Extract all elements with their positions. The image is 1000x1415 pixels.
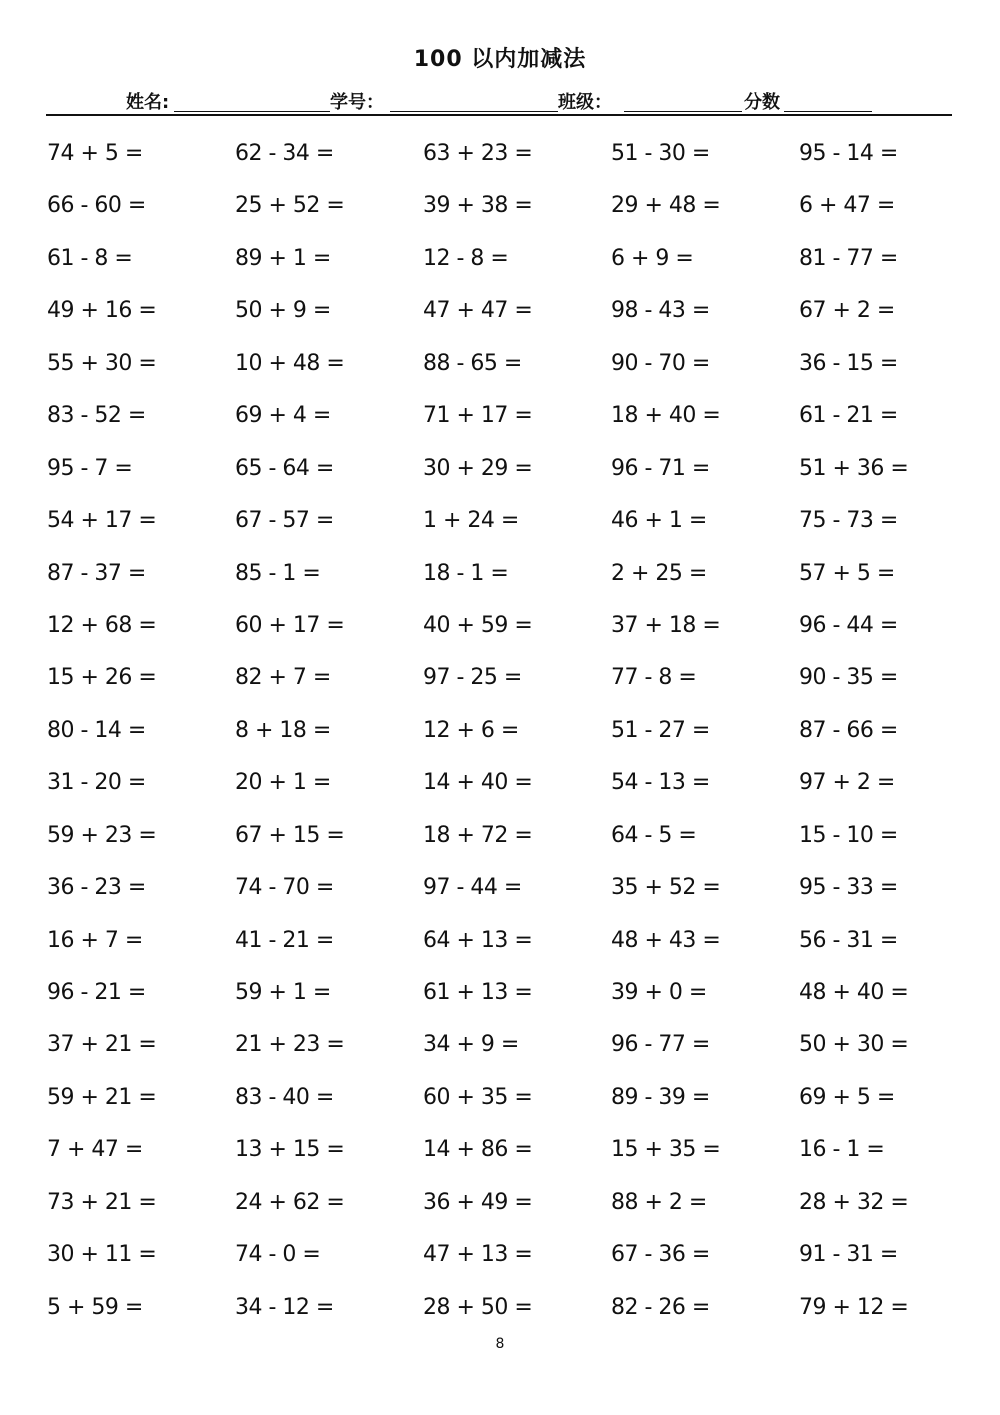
math-problem: 15 - 10 =: [799, 822, 898, 848]
math-problem: 37 + 18 =: [611, 612, 721, 638]
problem-row: [47, 291, 947, 343]
math-problem: 49 + 16 =: [47, 298, 157, 324]
math-problem: 16 - 1 =: [799, 1137, 885, 1163]
problem-row: [47, 396, 947, 448]
student-info-header: [46, 86, 952, 116]
math-problem: 31 - 20 =: [47, 770, 146, 796]
math-problem: 39 + 38 =: [423, 193, 533, 219]
math-problem: 60 + 35 =: [423, 1084, 533, 1110]
problem-row: [47, 658, 947, 710]
problem-row: [47, 1235, 947, 1287]
name-blank[interactable]: [174, 111, 330, 112]
problem-row: [47, 1183, 947, 1235]
math-problem: 74 - 70 =: [235, 875, 334, 901]
problem-row: [47, 186, 947, 238]
problem-row: [47, 711, 947, 763]
class-label: 班级：: [558, 92, 612, 113]
page-title: 100 以内加减法: [413, 47, 587, 72]
math-problem: 88 + 2 =: [611, 1189, 707, 1215]
math-problem: 36 - 15 =: [799, 350, 898, 376]
math-problem: 66 - 60 =: [47, 193, 146, 219]
math-problem: 71 + 17 =: [423, 403, 533, 429]
math-problem: 74 - 0 =: [235, 1242, 321, 1268]
problem-row: [47, 763, 947, 815]
math-problem: 82 - 26 =: [611, 1294, 710, 1320]
math-problem: 87 - 66 =: [799, 717, 898, 743]
math-problem: 85 - 1 =: [235, 560, 321, 586]
math-problem: 24 + 62 =: [235, 1189, 345, 1215]
math-problem: 15 + 35 =: [611, 1137, 721, 1163]
math-problem: 69 + 4 =: [235, 403, 331, 429]
math-problem: 88 - 65 =: [423, 350, 522, 376]
problem-row: [47, 239, 947, 291]
math-problem: 14 + 40 =: [423, 770, 533, 796]
math-problem: 96 - 71 =: [611, 455, 710, 481]
student-id-blank[interactable]: [390, 111, 558, 112]
problem-grid: [47, 134, 947, 1340]
math-problem: 83 - 52 =: [47, 403, 146, 429]
math-problem: 16 + 7 =: [47, 927, 143, 953]
problem-row: [47, 868, 947, 920]
problem-row: [47, 554, 947, 606]
math-problem: 98 - 43 =: [611, 298, 710, 324]
class-blank[interactable]: [624, 111, 742, 112]
math-problem: 51 + 36 =: [799, 455, 909, 481]
math-problem: 96 - 44 =: [799, 612, 898, 638]
math-problem: 20 + 1 =: [235, 770, 331, 796]
math-problem: 75 - 73 =: [799, 508, 898, 534]
math-problem: 34 + 9 =: [423, 1032, 519, 1058]
math-problem: 64 - 5 =: [611, 822, 697, 848]
math-problem: 97 + 2 =: [799, 770, 895, 796]
math-problem: 34 - 12 =: [235, 1294, 334, 1320]
math-problem: 37 + 21 =: [47, 1032, 157, 1058]
problem-row: [47, 1130, 947, 1182]
math-problem: 69 + 5 =: [799, 1084, 895, 1110]
math-problem: 5 + 59 =: [47, 1294, 143, 1320]
math-problem: 28 + 50 =: [423, 1294, 533, 1320]
math-problem: 81 - 77 =: [799, 245, 898, 271]
math-problem: 95 - 33 =: [799, 875, 898, 901]
math-problem: 13 + 15 =: [235, 1137, 345, 1163]
problem-row: [47, 134, 947, 186]
math-problem: 95 - 7 =: [47, 455, 133, 481]
math-problem: 2 + 25 =: [611, 560, 707, 586]
name-label: 姓名:: [126, 92, 170, 113]
math-problem: 91 - 31 =: [799, 1242, 898, 1268]
problem-row: [47, 921, 947, 973]
problem-row: [47, 501, 947, 553]
math-problem: 59 + 1 =: [235, 980, 331, 1005]
math-problem: 47 + 13 =: [423, 1242, 533, 1268]
math-problem: 47 + 47 =: [423, 298, 533, 324]
math-problem: 79 + 12 =: [799, 1294, 909, 1320]
math-problem: 97 - 44 =: [423, 875, 522, 901]
math-problem: 82 + 7 =: [235, 665, 331, 691]
math-problem: 96 - 21 =: [47, 980, 146, 1005]
math-problem: 67 - 57 =: [235, 508, 334, 534]
problem-row: [47, 816, 947, 868]
problem-row: [47, 344, 947, 396]
math-problem: 39 + 0 =: [611, 980, 707, 1005]
math-problem: 73 + 21 =: [47, 1189, 157, 1215]
math-problem: 51 - 30 =: [611, 141, 710, 166]
math-problem: 50 + 30 =: [799, 1032, 909, 1058]
math-problem: 36 + 49 =: [423, 1189, 533, 1215]
math-problem: 18 + 40 =: [611, 403, 721, 429]
math-problem: 60 + 17 =: [235, 612, 345, 638]
math-problem: 95 - 14 =: [799, 141, 898, 166]
math-problem: 14 + 86 =: [423, 1137, 533, 1163]
math-problem: 30 + 11 =: [47, 1242, 157, 1268]
math-problem: 64 + 13 =: [423, 927, 533, 953]
math-problem: 63 + 23 =: [423, 141, 533, 166]
math-problem: 10 + 48 =: [235, 350, 345, 376]
math-problem: 29 + 48 =: [611, 193, 721, 219]
math-problem: 61 + 13 =: [423, 980, 533, 1005]
math-problem: 40 + 59 =: [423, 612, 533, 638]
math-problem: 74 + 5 =: [47, 141, 143, 166]
math-problem: 62 - 34 =: [235, 141, 334, 166]
math-problem: 46 + 1 =: [611, 508, 707, 534]
math-problem: 35 + 52 =: [611, 875, 721, 901]
math-problem: 56 - 31 =: [799, 927, 898, 953]
math-problem: 65 - 64 =: [235, 455, 334, 481]
math-problem: 41 - 21 =: [235, 927, 334, 953]
math-problem: 55 + 30 =: [47, 350, 157, 376]
math-problem: 87 - 37 =: [47, 560, 146, 586]
page-number: 8: [495, 1336, 505, 1352]
math-problem: 96 - 77 =: [611, 1032, 710, 1058]
math-problem: 50 + 9 =: [235, 298, 331, 324]
problem-row: [47, 449, 947, 501]
math-problem: 25 + 52 =: [235, 193, 345, 219]
problem-row: [47, 973, 947, 1025]
math-problem: 67 - 36 =: [611, 1242, 710, 1268]
math-problem: 51 - 27 =: [611, 717, 710, 743]
math-problem: 89 + 1 =: [235, 245, 331, 271]
math-problem: 54 + 17 =: [47, 508, 157, 534]
problem-row: [47, 606, 947, 658]
math-problem: 12 - 8 =: [423, 245, 509, 271]
math-problem: 77 - 8 =: [611, 665, 697, 691]
math-problem: 8 + 18 =: [235, 717, 331, 743]
math-problem: 6 + 9 =: [611, 245, 694, 271]
math-problem: 1 + 24 =: [423, 508, 519, 534]
math-problem: 61 - 8 =: [47, 245, 133, 271]
math-problem: 61 - 21 =: [799, 403, 898, 429]
math-problem: 48 + 43 =: [611, 927, 721, 953]
math-problem: 97 - 25 =: [423, 665, 522, 691]
math-problem: 6 + 47 =: [799, 193, 895, 219]
math-problem: 89 - 39 =: [611, 1084, 710, 1110]
problem-row: [47, 1025, 947, 1077]
math-problem: 59 + 23 =: [47, 822, 157, 848]
math-problem: 12 + 68 =: [47, 612, 157, 638]
math-problem: 12 + 6 =: [423, 717, 519, 743]
math-problem: 18 + 72 =: [423, 822, 533, 848]
math-problem: 67 + 15 =: [235, 822, 345, 848]
math-problem: 83 - 40 =: [235, 1084, 334, 1110]
math-problem: 30 + 29 =: [423, 455, 533, 481]
math-problem: 48 + 40 =: [799, 980, 909, 1005]
math-problem: 7 + 47 =: [47, 1137, 143, 1163]
math-problem: 36 - 23 =: [47, 875, 146, 901]
score-label: 分数: [744, 92, 780, 113]
math-problem: 28 + 32 =: [799, 1189, 909, 1215]
math-problem: 59 + 21 =: [47, 1084, 157, 1110]
math-problem: 21 + 23 =: [235, 1032, 345, 1058]
math-problem: 15 + 26 =: [47, 665, 157, 691]
score-blank[interactable]: [784, 111, 872, 112]
math-problem: 67 + 2 =: [799, 298, 895, 324]
student-id-label: 学号：: [330, 92, 384, 113]
math-problem: 57 + 5 =: [799, 560, 895, 586]
math-problem: 90 - 35 =: [799, 665, 898, 691]
problem-row: [47, 1078, 947, 1130]
math-problem: 80 - 14 =: [47, 717, 146, 743]
problem-row: [47, 1288, 947, 1340]
math-problem: 90 - 70 =: [611, 350, 710, 376]
math-problem: 18 - 1 =: [423, 560, 509, 586]
math-problem: 54 - 13 =: [611, 770, 710, 796]
